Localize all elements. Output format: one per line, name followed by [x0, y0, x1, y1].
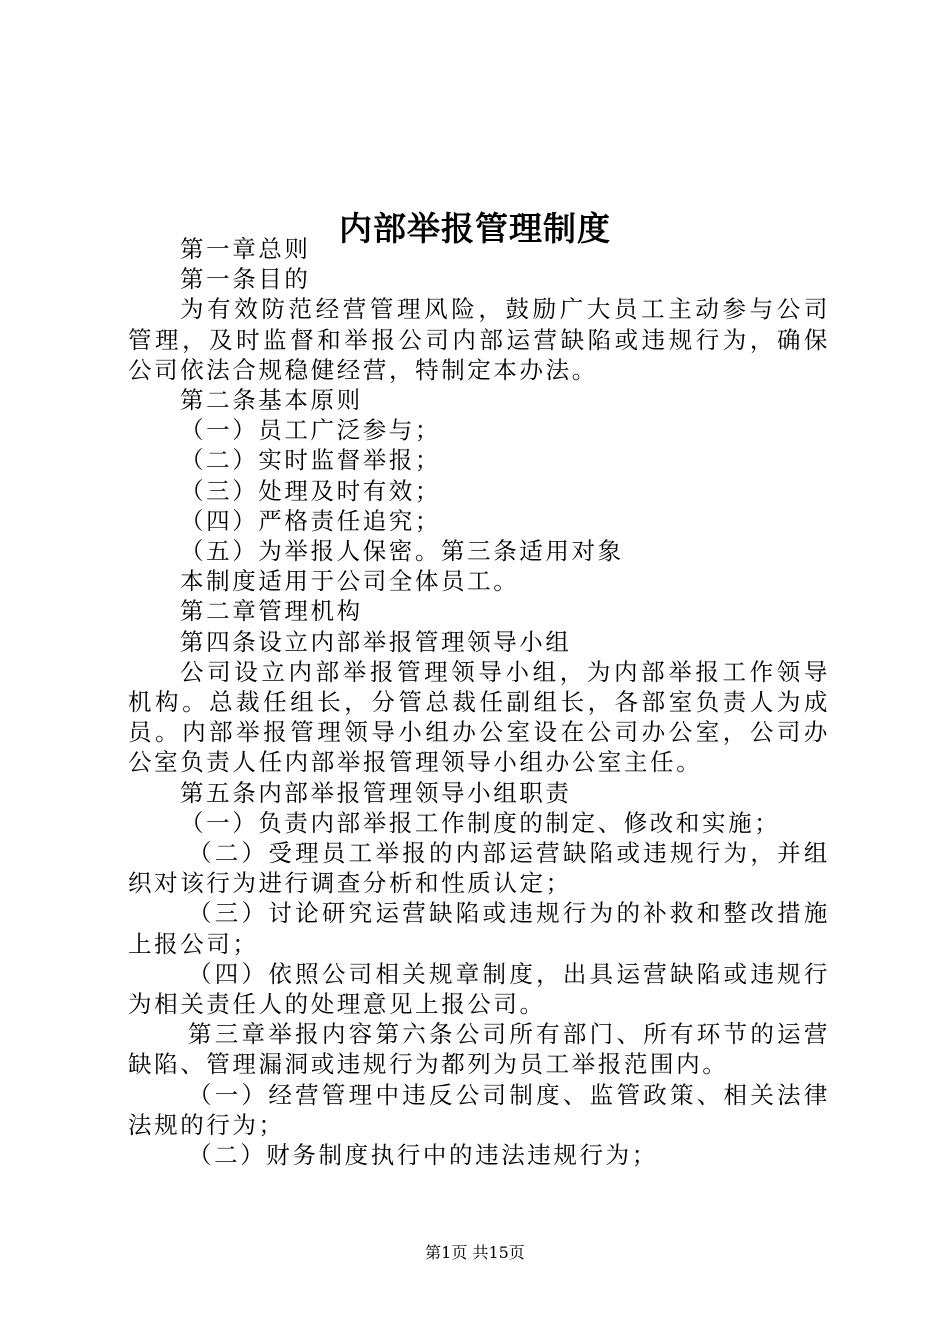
- list-item: （三）处理及时有效；: [180, 476, 441, 505]
- article-heading: 第四条设立内部举报管理领导小组: [180, 627, 572, 656]
- list-item: （一）负责内部举报工作制度的制定、修改和实施；: [180, 808, 781, 837]
- document-title: 内部举报管理制度: [339, 209, 611, 249]
- list-item: （三）讨论研究运营缺陷或违规行为的补救和整改措施上报公司；: [128, 899, 830, 958]
- document-body: [128, 234, 830, 1170]
- page-footer: 第1页 共15页: [425, 1243, 525, 1262]
- article-heading: 第一条目的: [180, 265, 311, 294]
- body-paragraph: 第三章举报内容第六条公司所有部门、所有环节的运营缺陷、管理漏洞或违规行为都列为员工举报范围内。: [128, 1020, 830, 1079]
- article-heading: 第五条内部举报管理领导小组职责: [180, 778, 572, 807]
- article-heading: 第二条基本原则: [180, 386, 363, 415]
- list-item: （一）经营管理中违反公司制度、监管政策、相关法律法规的行为；: [128, 1080, 830, 1139]
- body-paragraph: 本制度适用于公司全体员工。: [180, 567, 520, 596]
- list-item: （五）为举报人保密。第三条适用对象: [180, 537, 624, 566]
- list-item: （四）严格责任追究；: [180, 506, 441, 535]
- chapter-heading: 第一章总则: [180, 235, 311, 263]
- chapter-heading: 第二章管理机构: [180, 597, 363, 626]
- body-paragraph: 公司设立内部举报管理领导小组，为内部举报工作领导机构。总裁任组长，分管总裁任副组长，各部室负责人为成员。内部举报管理领导小组办公室设在公司办公室，公司办公室负责人任内部举报管理领导小组办公室主任。: [128, 657, 830, 777]
- list-item: （四）依照公司相关规章制度，出具运营缺陷或违规行为相关责任人的处理意见上报公司。: [128, 959, 830, 1019]
- list-item: （二）受理员工举报的内部运营缺陷或违规行为，并组织对该行为进行调查分析和性质认定；: [128, 839, 830, 898]
- list-item: （一）员工广泛参与；: [180, 416, 441, 445]
- list-item: （二）财务制度执行中的违法违规行为；: [188, 1141, 658, 1170]
- body-paragraph: 为有效防范经营管理风险，鼓励广大员工主动参与公司管理，及时监督和举报公司内部运营缺陷或违规行为，确保公司依法合规稳健经营，特制定本办法。: [128, 295, 830, 384]
- list-item: （二）实时监督举报；: [180, 446, 441, 475]
